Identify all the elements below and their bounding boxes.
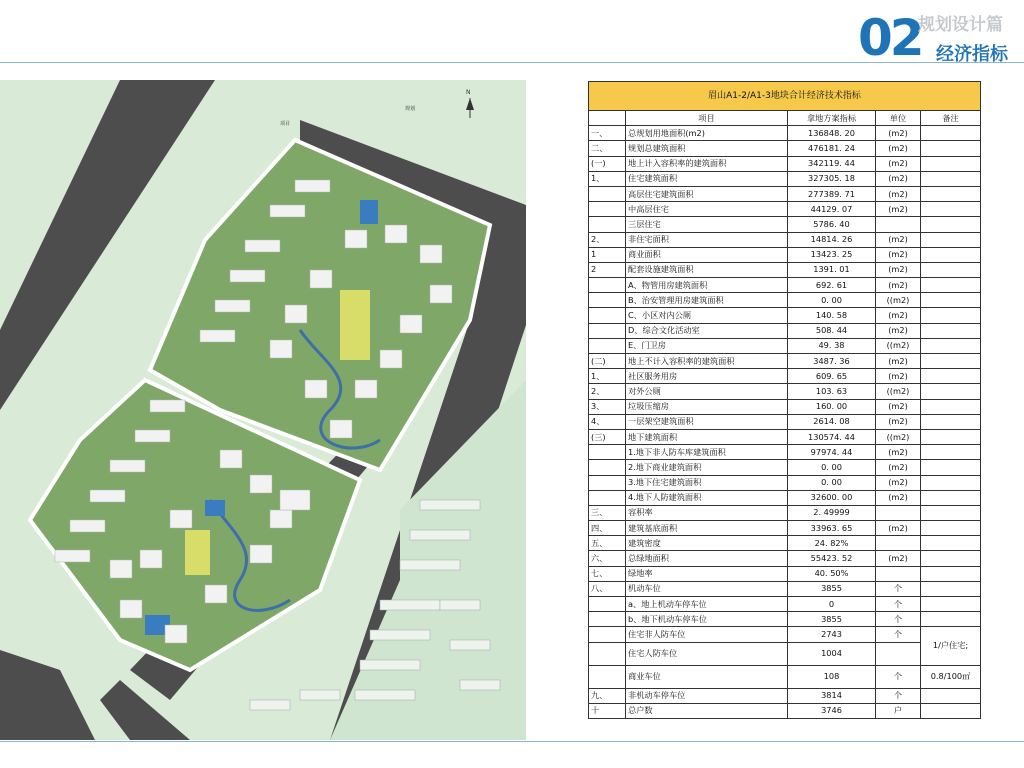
row-item: 3.地下住宅建筑面积 — [626, 475, 788, 490]
row-value: 24. 82% — [788, 536, 876, 551]
table-row — [589, 627, 981, 642]
row-number: 十 — [589, 703, 626, 718]
row-unit: (m2) — [876, 278, 921, 293]
row-item: 容积率 — [626, 505, 788, 520]
row-item: 规划总建筑面积 — [626, 141, 788, 156]
header-unit: 单位 — [876, 111, 921, 126]
row-unit: (m2) — [876, 521, 921, 536]
row-note — [921, 186, 981, 201]
table-row — [589, 490, 981, 505]
table-row — [589, 536, 981, 551]
row-note — [921, 247, 981, 262]
row-note — [921, 156, 981, 171]
row-note — [921, 262, 981, 277]
table-row — [589, 612, 981, 627]
row-value: 2. 49999 — [788, 505, 876, 520]
row-item: 配套设施建筑面积 — [626, 262, 788, 277]
row-unit: (m2) — [876, 156, 921, 171]
economic-indicators-table — [588, 81, 980, 719]
row-number: 四、 — [589, 521, 626, 536]
row-item: 商业面积 — [626, 247, 788, 262]
row-unit: (m2) — [876, 399, 921, 414]
row-value: 3855 — [788, 612, 876, 627]
row-unit: 个 — [876, 688, 921, 703]
row-number — [589, 202, 626, 217]
row-value: 2743 — [788, 627, 876, 642]
row-item: a、地上机动车停车位 — [626, 597, 788, 612]
row-number — [589, 278, 626, 293]
row-item: 住宅非人防车位 — [626, 627, 788, 642]
row-value: 0. 00 — [788, 293, 876, 308]
row-value: 0. 00 — [788, 460, 876, 475]
table-row — [589, 703, 981, 718]
row-number: 1、 — [589, 369, 626, 384]
row-note — [921, 597, 981, 612]
road-label: 规划 — [405, 106, 416, 112]
table-row — [589, 262, 981, 277]
table-row — [589, 460, 981, 475]
row-note — [921, 338, 981, 353]
road-label: 项目 — [280, 121, 291, 127]
row-value: 160. 00 — [788, 399, 876, 414]
row-number — [589, 475, 626, 490]
row-unit: (m2) — [876, 247, 921, 262]
table-row — [589, 566, 981, 581]
table-row — [589, 429, 981, 444]
row-item: 三层住宅 — [626, 217, 788, 232]
row-number — [589, 490, 626, 505]
table-row — [589, 369, 981, 384]
row-value: 1004 — [788, 642, 876, 665]
table-row — [589, 293, 981, 308]
row-unit: 个 — [876, 665, 921, 688]
row-note — [921, 429, 981, 444]
row-number: 八、 — [589, 581, 626, 596]
row-note — [921, 354, 981, 369]
header-no — [589, 111, 626, 126]
row-number: 一、 — [589, 126, 626, 141]
row-unit — [876, 642, 921, 665]
row-unit: (m2) — [876, 308, 921, 323]
row-number: 1、 — [589, 171, 626, 186]
row-unit: (m2) — [876, 551, 921, 566]
row-unit: (m2) — [876, 354, 921, 369]
row-number — [589, 186, 626, 201]
table-row — [589, 665, 981, 688]
row-unit: ((m2) — [876, 429, 921, 444]
row-number: 2 — [589, 262, 626, 277]
row-unit: 户 — [876, 703, 921, 718]
table-row — [589, 308, 981, 323]
row-value: 32600. 00 — [788, 490, 876, 505]
row-unit — [876, 505, 921, 520]
row-value: 14814. 26 — [788, 232, 876, 247]
row-value: 342119. 44 — [788, 156, 876, 171]
row-number — [589, 217, 626, 232]
row-number: 二、 — [589, 141, 626, 156]
row-unit: (m2) — [876, 460, 921, 475]
row-unit: (m2) — [876, 202, 921, 217]
row-unit: 个 — [876, 627, 921, 642]
table-row — [589, 247, 981, 262]
row-value: 33963. 65 — [788, 521, 876, 536]
row-item: 高层住宅建筑面积 — [626, 186, 788, 201]
row-value: 44129. 07 — [788, 202, 876, 217]
row-note — [921, 490, 981, 505]
row-unit: (m2) — [876, 414, 921, 429]
row-note — [921, 612, 981, 627]
row-item: 社区服务用房 — [626, 369, 788, 384]
table-row — [589, 551, 981, 566]
row-unit — [876, 217, 921, 232]
row-item: 商业车位 — [626, 665, 788, 688]
row-value: 130574. 44 — [788, 429, 876, 444]
row-unit: (m2) — [876, 171, 921, 186]
row-note — [921, 217, 981, 232]
row-unit: (m2) — [876, 475, 921, 490]
row-number: 1 — [589, 247, 626, 262]
row-number — [589, 323, 626, 338]
row-value: 609. 65 — [788, 369, 876, 384]
row-note — [921, 581, 981, 596]
table-row — [589, 126, 981, 141]
row-item: 一层架空建筑面积 — [626, 414, 788, 429]
row-item: B、治安管理用房建筑面积 — [626, 293, 788, 308]
table-row — [589, 505, 981, 520]
row-note — [921, 278, 981, 293]
row-value: 3855 — [788, 581, 876, 596]
row-item: 非住宅面积 — [626, 232, 788, 247]
table-row — [589, 445, 981, 460]
row-number — [589, 338, 626, 353]
row-note — [921, 505, 981, 520]
row-note — [921, 384, 981, 399]
row-item: 地上计入容积率的建筑面积 — [626, 156, 788, 171]
row-item: 总规划用地面积(m2) — [626, 126, 788, 141]
row-unit: (m2) — [876, 445, 921, 460]
row-value: 108 — [788, 665, 876, 688]
row-item: 垃圾压缩房 — [626, 399, 788, 414]
row-note — [921, 308, 981, 323]
row-value: 476181. 24 — [788, 141, 876, 156]
row-value: 5786. 40 — [788, 217, 876, 232]
row-note — [921, 171, 981, 186]
table-row — [589, 414, 981, 429]
row-item: 中高层住宅 — [626, 202, 788, 217]
row-number: (三) — [589, 429, 626, 444]
row-item: 建筑基底面积 — [626, 521, 788, 536]
row-unit: (m2) — [876, 323, 921, 338]
row-value: 2614. 08 — [788, 414, 876, 429]
row-item: 住宅建筑面积 — [626, 171, 788, 186]
row-note — [921, 126, 981, 141]
row-item: 总户数 — [626, 703, 788, 718]
table-row — [589, 475, 981, 490]
row-number: 六、 — [589, 551, 626, 566]
page-title: 经济指标 — [936, 44, 1008, 65]
row-note — [921, 293, 981, 308]
row-unit: (m2) — [876, 232, 921, 247]
table-row — [589, 354, 981, 369]
row-number — [589, 293, 626, 308]
row-value: 3814 — [788, 688, 876, 703]
row-item: 地上不计入容积率的建筑面积 — [626, 354, 788, 369]
row-unit: ((m2) — [876, 384, 921, 399]
row-value: 55423. 52 — [788, 551, 876, 566]
table-row — [589, 581, 981, 596]
row-item: A、物管用房建筑面积 — [626, 278, 788, 293]
table-row — [589, 217, 981, 232]
table-row — [589, 338, 981, 353]
row-unit: (m2) — [876, 126, 921, 141]
row-number — [589, 597, 626, 612]
row-value: 140. 58 — [788, 308, 876, 323]
row-unit: ((m2) — [876, 293, 921, 308]
table-row — [589, 232, 981, 247]
table-row — [589, 171, 981, 186]
row-number — [589, 460, 626, 475]
row-note — [921, 460, 981, 475]
row-item: E、门卫房 — [626, 338, 788, 353]
row-unit — [876, 536, 921, 551]
row-value: 0 — [788, 597, 876, 612]
table-row — [589, 399, 981, 414]
row-number — [589, 308, 626, 323]
row-number: 九、 — [589, 688, 626, 703]
table-row — [589, 141, 981, 156]
row-number — [589, 642, 626, 665]
row-note — [921, 703, 981, 718]
row-item: 绿地率 — [626, 566, 788, 581]
row-note — [921, 399, 981, 414]
row-value: 103. 63 — [788, 384, 876, 399]
svg-text:N: N — [466, 89, 471, 96]
row-number: (二) — [589, 354, 626, 369]
row-value: 136848. 20 — [788, 126, 876, 141]
row-value: 508. 44 — [788, 323, 876, 338]
row-unit — [876, 566, 921, 581]
row-item: 地下建筑面积 — [626, 429, 788, 444]
header-item: 项目 — [626, 111, 788, 126]
header-note: 备注 — [921, 111, 981, 126]
row-unit: 个 — [876, 581, 921, 596]
section-name: 规划设计篇 — [918, 15, 1003, 35]
row-unit: (m2) — [876, 262, 921, 277]
row-value: 327305. 18 — [788, 171, 876, 186]
row-unit: (m2) — [876, 369, 921, 384]
row-item: 总绿地面积 — [626, 551, 788, 566]
row-unit: ((m2) — [876, 338, 921, 353]
table-row — [589, 202, 981, 217]
row-note — [921, 688, 981, 703]
row-unit: 个 — [876, 597, 921, 612]
row-value: 1391. 01 — [788, 262, 876, 277]
row-value: 40. 50% — [788, 566, 876, 581]
row-number: 3、 — [589, 399, 626, 414]
row-unit: 个 — [876, 612, 921, 627]
row-unit: (m2) — [876, 490, 921, 505]
table-row — [589, 323, 981, 338]
row-number — [589, 627, 626, 642]
table-row — [589, 597, 981, 612]
row-number — [589, 612, 626, 627]
row-unit: (m2) — [876, 141, 921, 156]
table-row — [589, 688, 981, 703]
table-row — [589, 186, 981, 201]
row-value: 277389. 71 — [788, 186, 876, 201]
row-note — [921, 475, 981, 490]
row-value: 49. 38 — [788, 338, 876, 353]
row-number — [589, 665, 626, 688]
row-item: 2.地下商业建筑面积 — [626, 460, 788, 475]
row-value: 3746 — [788, 703, 876, 718]
row-note — [921, 369, 981, 384]
row-number — [589, 445, 626, 460]
table-row — [589, 521, 981, 536]
row-item: 4.地下人防建筑面积 — [626, 490, 788, 505]
row-value: 3487. 36 — [788, 354, 876, 369]
row-unit: (m2) — [876, 186, 921, 201]
section-number: 02 — [858, 9, 922, 67]
table-row — [589, 384, 981, 399]
row-item: 机动车位 — [626, 581, 788, 596]
row-item: 住宅人防车位 — [626, 642, 788, 665]
row-item: D、综合文化活动室 — [626, 323, 788, 338]
row-note — [921, 551, 981, 566]
row-item: C、小区对内公厕 — [626, 308, 788, 323]
row-note — [921, 202, 981, 217]
row-value: 13423. 25 — [788, 247, 876, 262]
row-number: 4、 — [589, 414, 626, 429]
row-note — [921, 141, 981, 156]
table-title: 眉山A1-2/A1-3地块合计经济技术指标 — [589, 82, 981, 111]
site-plan — [0, 80, 526, 740]
row-value: 692. 61 — [788, 278, 876, 293]
row-note — [921, 232, 981, 247]
row-item: 非机动车停车位 — [626, 688, 788, 703]
row-number: 2、 — [589, 232, 626, 247]
row-number: 五、 — [589, 536, 626, 551]
row-number: 七、 — [589, 566, 626, 581]
row-item: b、地下机动车停车位 — [626, 612, 788, 627]
row-number: (一) — [589, 156, 626, 171]
footer-divider — [0, 741, 1024, 742]
row-note — [921, 445, 981, 460]
header-value: 拿地方案指标 — [788, 111, 876, 126]
row-item: 建筑密度 — [626, 536, 788, 551]
table-row — [589, 278, 981, 293]
row-note: 0.8/100㎡ — [921, 665, 981, 688]
row-value: 97974. 44 — [788, 445, 876, 460]
row-note — [921, 414, 981, 429]
table-row — [589, 156, 981, 171]
row-value: 0. 00 — [788, 475, 876, 490]
row-note — [921, 566, 981, 581]
row-number: 三、 — [589, 505, 626, 520]
row-number: 2、 — [589, 384, 626, 399]
row-note — [921, 536, 981, 551]
row-note — [921, 323, 981, 338]
row-note — [921, 521, 981, 536]
row-item: 1.地下非人防车库建筑面积 — [626, 445, 788, 460]
row-item: 对外公厕 — [626, 384, 788, 399]
row-note: 1/户住宅; — [921, 627, 981, 665]
